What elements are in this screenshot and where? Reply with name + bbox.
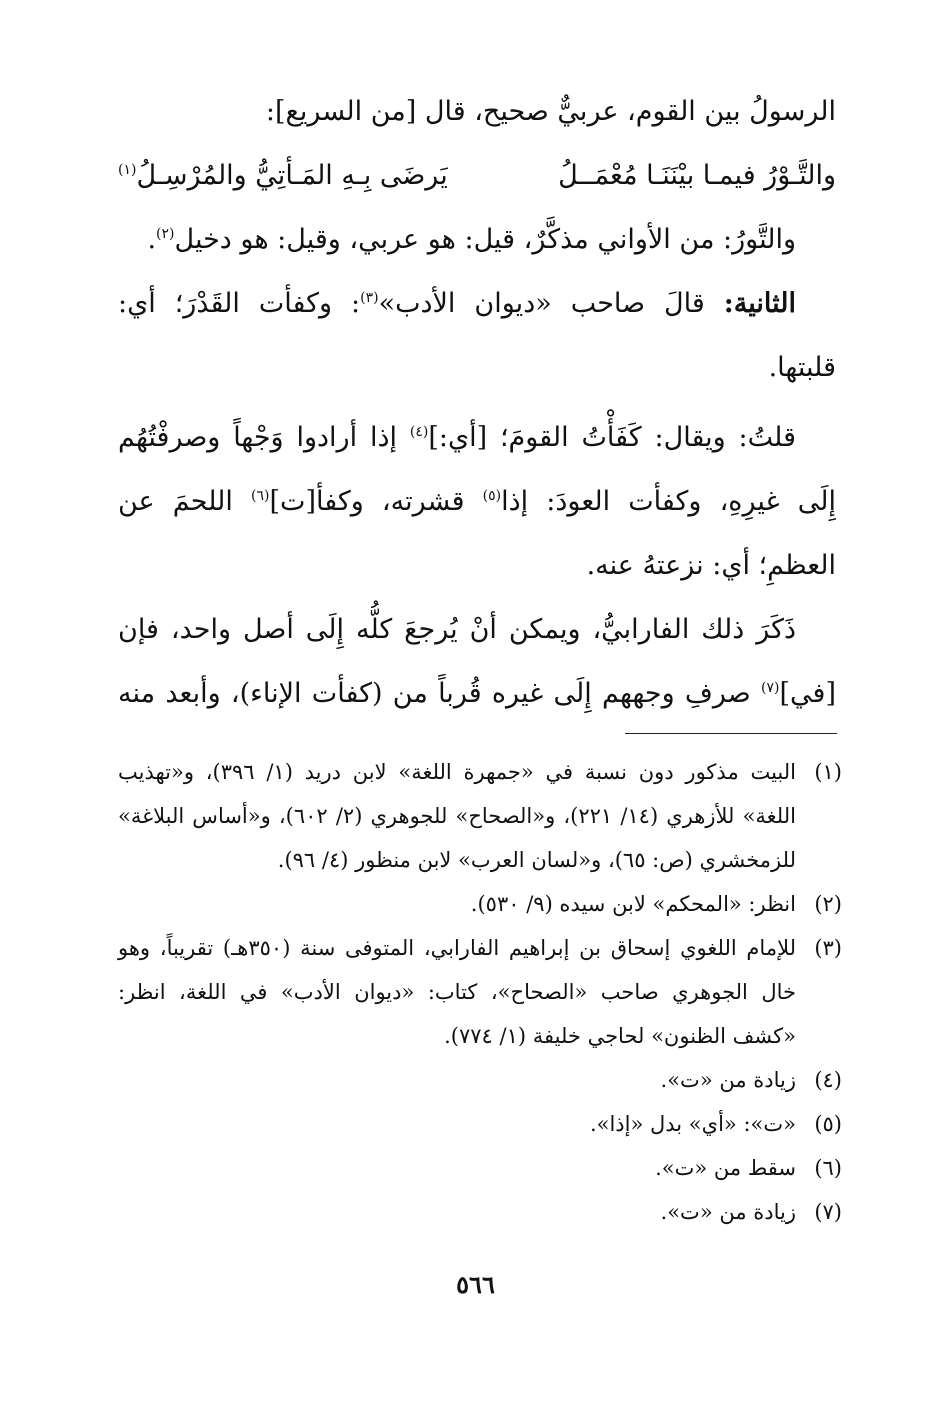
text-line: [في]$^{(٧)}$ صرفِ وجههم إِلَى غيره قُرباً من (كفأت الإناء)، وأبعد منه xyxy=(118,678,836,709)
footnote xyxy=(118,926,842,1058)
footnote-number: (٦) xyxy=(814,1156,842,1180)
footnote-text: البيت مذكور دون نسبة في «جمهرة اللغة» لابن دريد (١/ ٣٩٦)، و«تهذيب اللغة» للأزهري (١٤/ ٢٢١)، و«الصحاح» للجوهري (٢/ ٦٠٢)، و«أساس البلاغة» للزمخشري (ص: ٦٥)، و«لسان العرب» لابن منظور (٤/ ٩٦). xyxy=(118,760,796,872)
footnote xyxy=(118,1146,842,1190)
footnote-number: (٣) xyxy=(814,936,842,960)
footnote-ref: (١) xyxy=(118,162,137,178)
footnote-text: انظر: «المحكم» لابن سيده (٩/ ٥٣٠). xyxy=(470,892,796,916)
footnote xyxy=(118,882,842,926)
text-line: والتَّورُ: من الأواني مذكَّرٌ، قيل: هو عربي، وقيل: هو دخيل$^{(٢)}$. xyxy=(147,224,796,255)
footnote xyxy=(118,1102,842,1146)
text-line: الثانية: قالَ صاحب «ديوان الأدب»$^{(٣)}$: وكفأت القَدْرَ؛ أي: xyxy=(118,288,796,319)
text-line: العظمِ؛ أي: نزعتهُ عنه. xyxy=(586,550,836,581)
text-line: إِلَى غيرِهِ، وكفأت العودَ: إذا$^{(٥)}$ قشرته، وكفأ[ت]$^{(٦)}$ اللحمَ عن xyxy=(118,486,836,517)
footnote-text: زيادة من «ت». xyxy=(660,1068,796,1092)
text-line: الرسولُ بين القوم، عربيٌّ صحيح، قال [من السريع]: xyxy=(265,96,836,127)
footnote xyxy=(118,750,842,882)
footnote-ref: (٧) xyxy=(761,680,780,696)
section-label: الثانية: xyxy=(723,288,796,319)
footnote-text: سقط من «ت». xyxy=(655,1156,796,1180)
text-line: قلتُ: ويقال: كَفَأْتُ القومَ؛ [أي:]$^{(٤)}$ إذا أرادوا وَجْهاً وصرفْتُهُم xyxy=(118,422,796,453)
footnote-number: (٥) xyxy=(814,1112,842,1136)
footnote-separator xyxy=(625,733,837,734)
footnote-number: (١) xyxy=(814,760,842,784)
footnote-number: (٤) xyxy=(814,1068,842,1092)
footnote-ref: (٣) xyxy=(360,290,379,306)
poetry-verse xyxy=(118,144,836,208)
text-line: ذَكَرَ ذلك الفارابيُّ، ويمكن أنْ يُرجعَ كلُّه إِلَى أصل واحد، فإن xyxy=(118,614,796,645)
verse-first-hemistich: والتَّـوْرُ فيمـا بيْنَنَـا مُعْمَــلُ xyxy=(558,160,836,191)
verse-second-hemistich: يَرضَى بِـهِ المَـأتِيُّ والمُرْسِـلُ$^{(١)}$ xyxy=(118,160,448,191)
footnote-ref: (٢) xyxy=(156,226,175,242)
text-line: قلبتها. xyxy=(768,352,836,383)
footnote xyxy=(118,1190,842,1234)
footnote-ref: (٦) xyxy=(251,488,270,504)
footnote-text: زيادة من «ت». xyxy=(660,1200,796,1224)
page-number: ٥٦٦ xyxy=(456,1270,495,1299)
footnote-text: «ت»: «أي» بدل «إذا». xyxy=(589,1112,796,1136)
footnote-number: (٧) xyxy=(814,1200,842,1224)
footnote-ref: (٤) xyxy=(409,424,429,440)
footnote-ref: (٥) xyxy=(482,488,502,504)
main-text xyxy=(118,80,836,726)
footnote-number: (٢) xyxy=(814,892,842,916)
footnote xyxy=(118,1058,842,1102)
footnotes xyxy=(118,750,842,1234)
footnote-text: للإمام اللغوي إسحاق بن إبراهيم الفارابي، المتوفى سنة (٣٥٠هـ) تقريباً، وهو خال الجوهري صاحب «الصحاح»، كتاب: «ديوان الأدب» في اللغة، انظر: «كشف الظنون» لحاجي خليفة (١/ ٧٧٤). xyxy=(118,936,796,1048)
